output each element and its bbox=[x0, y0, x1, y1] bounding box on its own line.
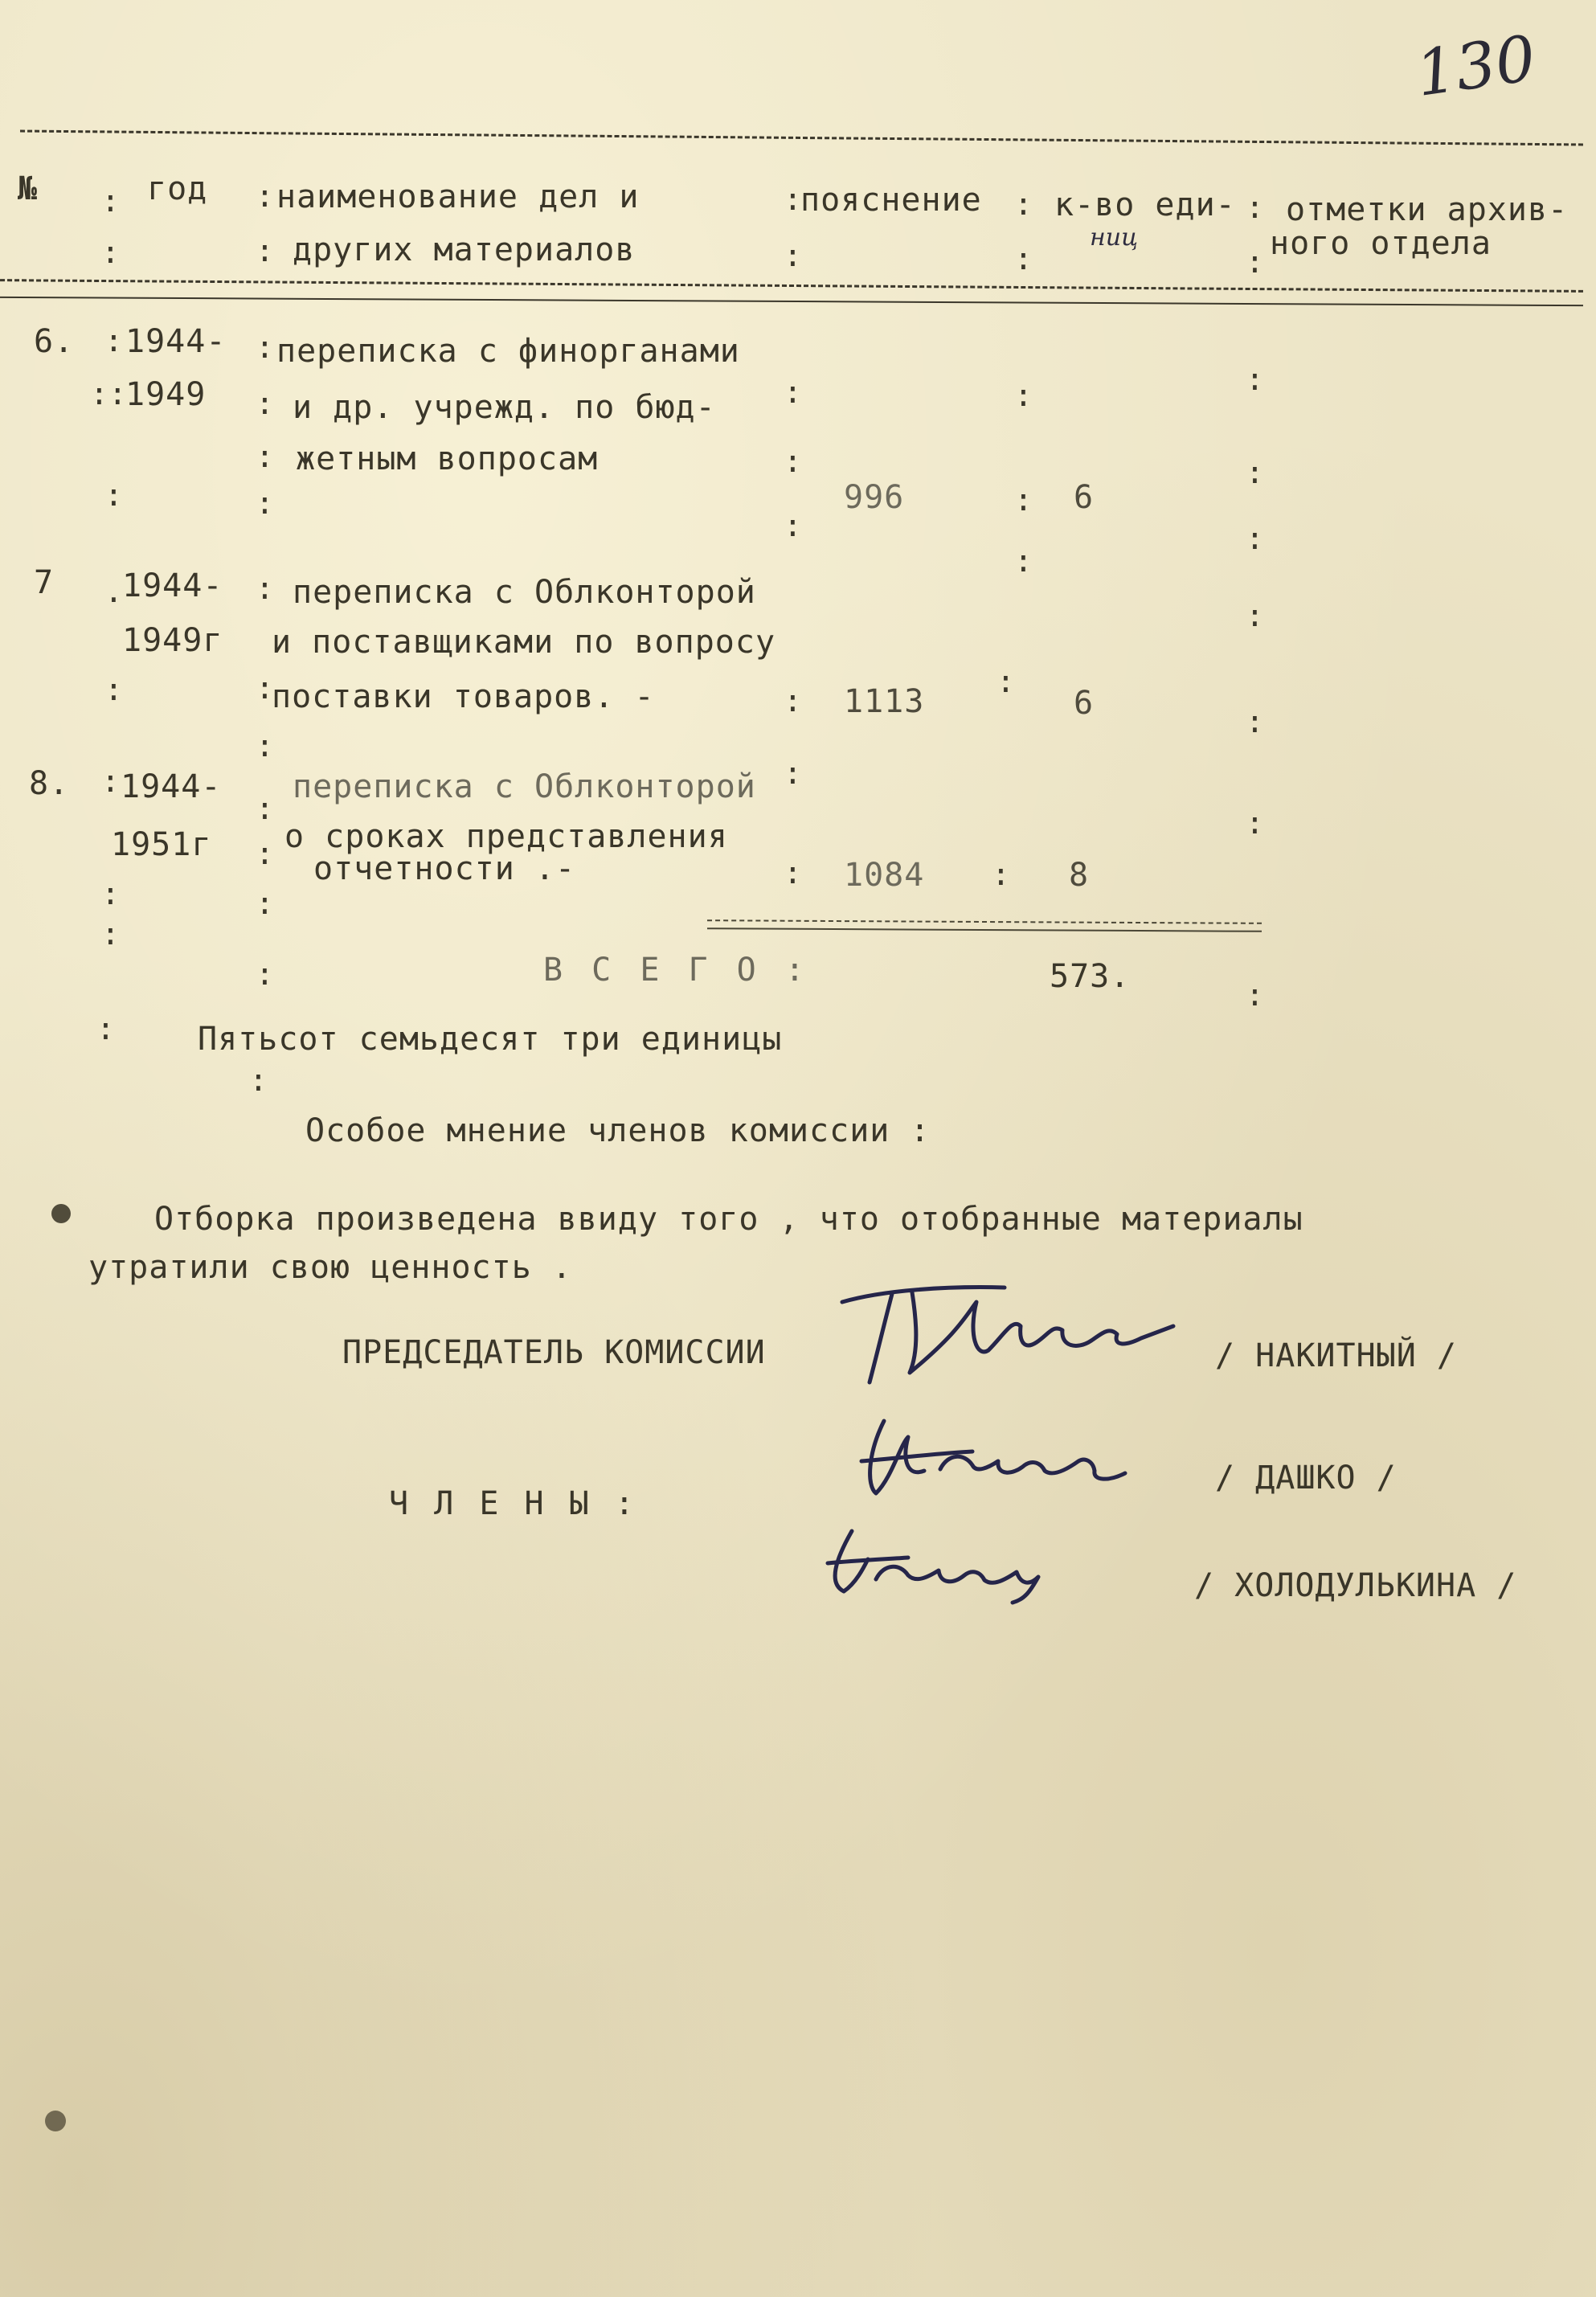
reason-line1: Отборка произведена ввиду того , что отобранные материалы bbox=[154, 1201, 1303, 1238]
row-name-line: жетным вопросам bbox=[296, 440, 599, 477]
row-year-start: 1944- bbox=[125, 323, 227, 360]
col-sep: : bbox=[104, 672, 123, 707]
col-sep: : bbox=[1246, 455, 1264, 490]
col-sep: : bbox=[256, 233, 274, 268]
col-sep: : bbox=[1246, 244, 1264, 280]
row-name-line: переписка с Облконторой bbox=[293, 768, 756, 805]
chairman-signature bbox=[836, 1270, 1205, 1390]
row-name-line: переписка с Облконторой bbox=[293, 574, 756, 611]
col-sep: : bbox=[784, 182, 802, 217]
col-sep: : bbox=[1246, 598, 1264, 633]
col-sep: : bbox=[256, 670, 274, 706]
row-name-line: отчетности .- bbox=[313, 850, 576, 887]
col-sep: . bbox=[104, 574, 123, 609]
header-marks-line1: отметки архив- bbox=[1286, 191, 1569, 228]
col-sep: : bbox=[256, 728, 274, 764]
row-explanation: 996 bbox=[844, 479, 905, 516]
col-sep: : bbox=[1014, 378, 1033, 413]
col-sep: : bbox=[784, 508, 802, 543]
col-sep: : bbox=[256, 485, 274, 521]
col-sep: : bbox=[256, 571, 274, 606]
row-year-end: 1949г bbox=[122, 622, 223, 659]
col-sep: : bbox=[101, 183, 120, 219]
col-sep: : bbox=[104, 477, 123, 513]
col-sep: : bbox=[249, 1063, 268, 1098]
col-sep: : bbox=[101, 916, 120, 952]
col-sep: : bbox=[784, 683, 802, 719]
row-explanation: 1113 bbox=[844, 683, 925, 720]
col-sep: : bbox=[256, 439, 274, 474]
total-rule bbox=[707, 919, 1262, 924]
punch-hole bbox=[45, 2111, 66, 2131]
row-year-end: 1951г bbox=[111, 826, 212, 863]
total-label: В С Е Г О : bbox=[543, 952, 809, 989]
punch-hole bbox=[51, 1204, 71, 1223]
col-sep: : bbox=[104, 323, 123, 358]
col-sep: : bbox=[784, 855, 802, 891]
col-sep: : bbox=[1014, 241, 1033, 276]
member2-name: / ХОЛОДУЛЬКИНА / bbox=[1194, 1567, 1517, 1604]
row-name-line: поставки товаров. - bbox=[272, 678, 655, 715]
col-sep: : bbox=[256, 178, 274, 214]
col-sep: : bbox=[1246, 805, 1264, 841]
col-sep: :: bbox=[90, 376, 127, 411]
header-year: год bbox=[147, 170, 208, 207]
total-words: Пятьсот семьдесят три единицы bbox=[198, 1021, 783, 1058]
row-explanation: 1084 bbox=[844, 857, 925, 894]
col-sep: : bbox=[784, 375, 802, 410]
row-name-line: переписка с финорганами bbox=[276, 333, 740, 370]
row-name-line: и поставщиками по вопросу bbox=[272, 624, 776, 661]
members-label: Ч Л Е Н Ы : bbox=[389, 1485, 637, 1522]
col-sep: : bbox=[1246, 704, 1264, 739]
header-count-line2: ниц bbox=[1090, 223, 1139, 252]
col-sep: : bbox=[256, 330, 274, 365]
header-name-line2: других материалов bbox=[293, 231, 636, 268]
row-num: 8. bbox=[29, 765, 70, 802]
special-opinion: Особое мнение членов комиссии : bbox=[305, 1112, 931, 1149]
row-num: 6. bbox=[34, 323, 75, 360]
col-sep: : bbox=[996, 664, 1015, 699]
col-sep: : bbox=[1246, 977, 1264, 1013]
col-sep: : bbox=[256, 886, 274, 921]
header-bottom-rule-2 bbox=[0, 297, 1583, 306]
col-sep: : bbox=[96, 1011, 115, 1046]
header-marks-line2: ного отдела bbox=[1270, 225, 1492, 262]
page-number: 130 bbox=[1411, 23, 1541, 111]
row-num: 7 bbox=[34, 564, 55, 601]
col-sep: : bbox=[1246, 362, 1264, 397]
col-sep: : bbox=[1014, 543, 1033, 579]
row-name-line: и др. учрежд. по бюд- bbox=[293, 389, 716, 426]
col-sep: : bbox=[101, 876, 120, 911]
member1-name: / ДАШКО / bbox=[1215, 1460, 1397, 1497]
col-sep: : bbox=[256, 956, 274, 992]
chairman-label: ПРЕДСЕДАТЕЛЬ КОМИССИИ bbox=[342, 1334, 766, 1371]
col-sep: : bbox=[1014, 186, 1033, 222]
col-sep: : bbox=[256, 791, 274, 826]
header-bottom-rule bbox=[0, 279, 1583, 293]
row-name-line: о сроках представления bbox=[284, 818, 728, 855]
total-value: 573. bbox=[1050, 958, 1131, 995]
col-sep: : bbox=[992, 857, 1010, 892]
col-sep: : bbox=[784, 238, 802, 273]
col-sep: : bbox=[256, 386, 274, 421]
header-top-rule bbox=[20, 130, 1583, 146]
row-count: 8 bbox=[1069, 857, 1090, 894]
col-sep: : bbox=[101, 235, 120, 270]
chairman-name: / НАКИТНЫЙ / bbox=[1215, 1337, 1457, 1374]
col-sep: : bbox=[1014, 482, 1033, 518]
row-year-end: 1949 bbox=[125, 376, 207, 413]
col-sep: : bbox=[784, 444, 802, 479]
header-num: № bbox=[18, 170, 39, 207]
member2-signature bbox=[820, 1519, 1077, 1607]
header-count-line1: к-во еди- bbox=[1054, 186, 1236, 223]
row-count: 6 bbox=[1074, 685, 1095, 722]
col-sep: : bbox=[1246, 521, 1264, 556]
member1-signature bbox=[852, 1405, 1141, 1501]
col-sep: : bbox=[101, 764, 120, 799]
col-sep: : bbox=[256, 836, 274, 871]
header-explanation: пояснение bbox=[800, 182, 982, 219]
header-name-line1: наименование дел и bbox=[276, 178, 640, 215]
row-year-start: 1944- bbox=[122, 567, 223, 604]
col-sep: : bbox=[784, 755, 802, 791]
row-count: 6 bbox=[1074, 479, 1095, 516]
row-year-start: 1944- bbox=[121, 768, 222, 805]
col-sep: : bbox=[1246, 190, 1264, 225]
total-rule-2 bbox=[707, 927, 1262, 932]
reason-line2: утратили свою ценность . bbox=[88, 1249, 572, 1286]
